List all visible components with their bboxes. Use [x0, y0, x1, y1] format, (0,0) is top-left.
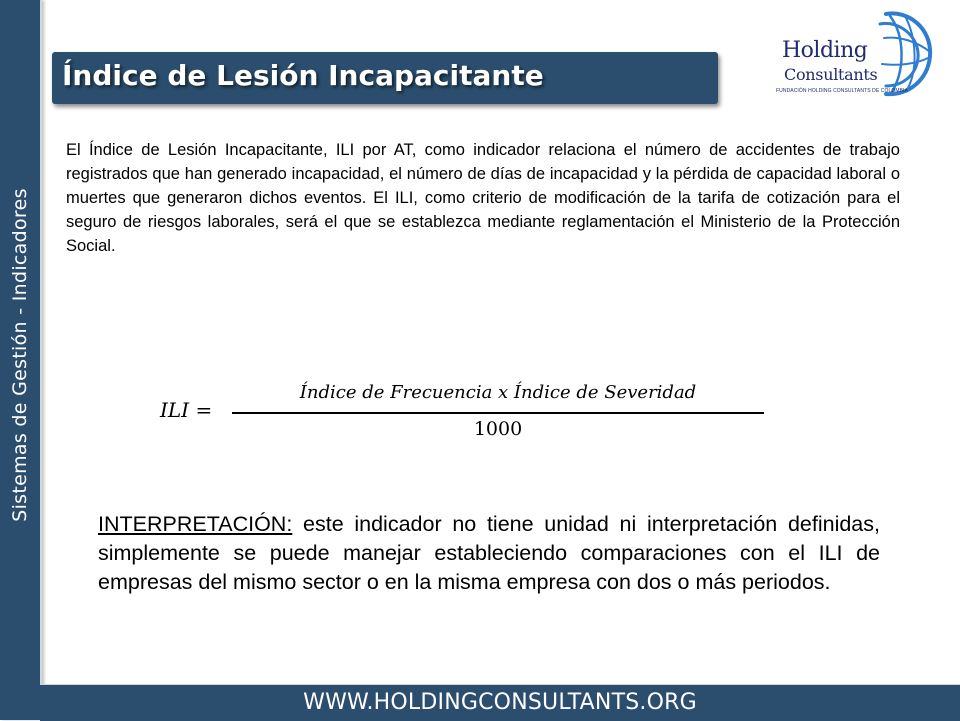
- logo-foundation-text: FUNDACIÓN HOLDING CONSULTANTS DE COLOMBIA: [776, 88, 908, 94]
- fraction-bar: [232, 412, 764, 414]
- footer-url: WWW.HOLDINGCONSULTANTS.ORG: [303, 690, 697, 715]
- ili-formula: [160, 372, 780, 452]
- formula-denominator: 1000: [473, 418, 523, 440]
- interpretation-label: INTERPRETACIÓN:: [98, 512, 293, 536]
- logo-holding-text: Holding: [782, 38, 868, 63]
- sidebar-title: Sistemas de Gestión - Indicadores: [9, 188, 31, 522]
- interpretation-text: este indicador no tiene unidad ni interpretación definidas, simplemente se puede manejar estableciendo comparaciones con el ILI de empresas del mismo sector o en la misma empresa con dos o más periodos.: [98, 512, 880, 594]
- interpretation-paragraph: [98, 510, 880, 597]
- holding-consultants-logo: [770, 8, 940, 108]
- logo-consultants-text: Consultants: [784, 65, 878, 84]
- footer-bar: [40, 684, 960, 721]
- side-bar: [0, 0, 42, 720]
- title-banner: [52, 52, 718, 104]
- description-paragraph: El Índice de Lesión Incapacitante, ILI por AT, como indicador relaciona el número de accidentes de trabajo registrados que han generado incapacidad, el número de días de incapacidad y la pérdida de capacidad laboral o muertes que generaron dichos eventos. El ILI, como criterio de modificación de la tarifa de cotización para el seguro de riesgos laborales, será el que se establezca mediante reglamentación el Ministerio de la Protección Social.: [66, 141, 900, 255]
- formula-numerator: Índice de Frecuencia x Índice de Severidad: [299, 382, 697, 403]
- page-title: Índice de Lesión Incapacitante: [62, 59, 544, 92]
- formula-lhs: ILI =: [160, 398, 213, 422]
